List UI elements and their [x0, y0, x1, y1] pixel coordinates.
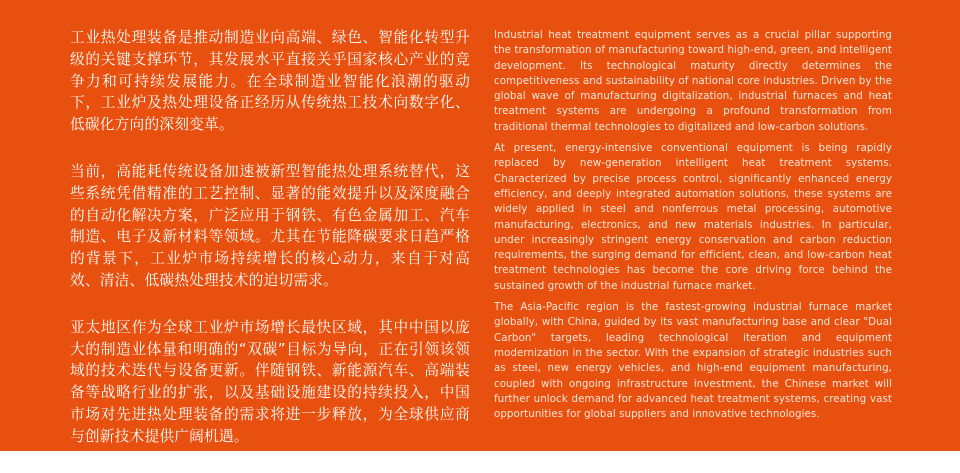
english-paragraph-1: Industrial heat treatment equipment serves as a crucial pillar supporting the transformation of manufacturing toward high-end, green, and intelligent development. Its technological maturity directly determines the competitiveness and sustainability of national core industries. Driven by the global wave of manufacturing digitalization, industrial furnaces and heat treatment systems are undergoing a profound transformation from traditional thermal technologies to digitalized and low-carbon solutions. [494, 29, 892, 133]
chinese-paragraph-2: 当前，高能耗传统设备加速被新型智能热处理系统替代，这些系统凭借精准的工艺控制、显著的能效提升以及深度融合的自动化解决方案，广泛应用于钢铁、有色金属加工、汽车制造、电子及新材料等领域。尤其在节能降碳要求日趋严格的背景下，工业炉市场持续增长的核心动力，来自于对高效、清洁、低碳热处理技术的迫切需求。 [70, 162, 470, 289]
english-paragraph-3: The Asia-Pacific region is the fastest-growing industrial furnace market globally, with China, guided by its vast manufacturing base and clear "Dual Carbon" targets, leading technological iteration and equipment modernization in the sector. With the expansion of strategic industries such as steel, new energy vehicles, and high-end equipment manufacturing, coupled with ongoing infrastructure investment, the Chinese market will further unlock demand for advanced heat treatment systems, creating vast opportunities for global suppliers and innovative technologies. [494, 301, 892, 421]
chinese-paragraph-1: 工业热处理装备是推动制造业向高端、绿色、智能化转型升级的关键支撑环节，其发展水平直接关乎国家核心产业的竞争力和可持续发展能力。在全球制造业智能化浪潮的驱动下，工业炉及热处理设备正经历从传统热工技术向数字化、低碳化方向的深刻变革。 [70, 29, 470, 134]
english-paragraph-2: At present, energy-intensive conventional equipment is being rapidly replaced by new-generation intelligent heat treatment systems. Characterized by precise process control, significantly enhanced energy efficiency, and deeply integrated automation solutions, these systems are widely applied in steel and nonferrous metal processing, automotive manufacturing, electronics, and new materials industries. In particular, under increasingly stringent energy conservation and carbon reduction requirements, the surging demand for efficient, clean, and low-carbon heat treatment technologies has become the core driving force behind the sustained growth of the industrial furnace market. [494, 142, 892, 292]
english-text-column [494, 28, 892, 428]
chinese-paragraph-3: 亚太地区作为全球工业炉市场增长最快区域，其中中国以庞大的制造业体量和明确的“双碳”目标为导向，正在引领该领域的技术迭代与设备更新。伴随钢铁、新能源汽车、高端装备等战略行业的扩张，以及基础设施建设的持续投入，中国市场对先进热处理装备的需求将进一步释放，为全球供应商与创新技术提供广阔机遇。 [70, 318, 470, 445]
chinese-text-column [70, 27, 470, 473]
